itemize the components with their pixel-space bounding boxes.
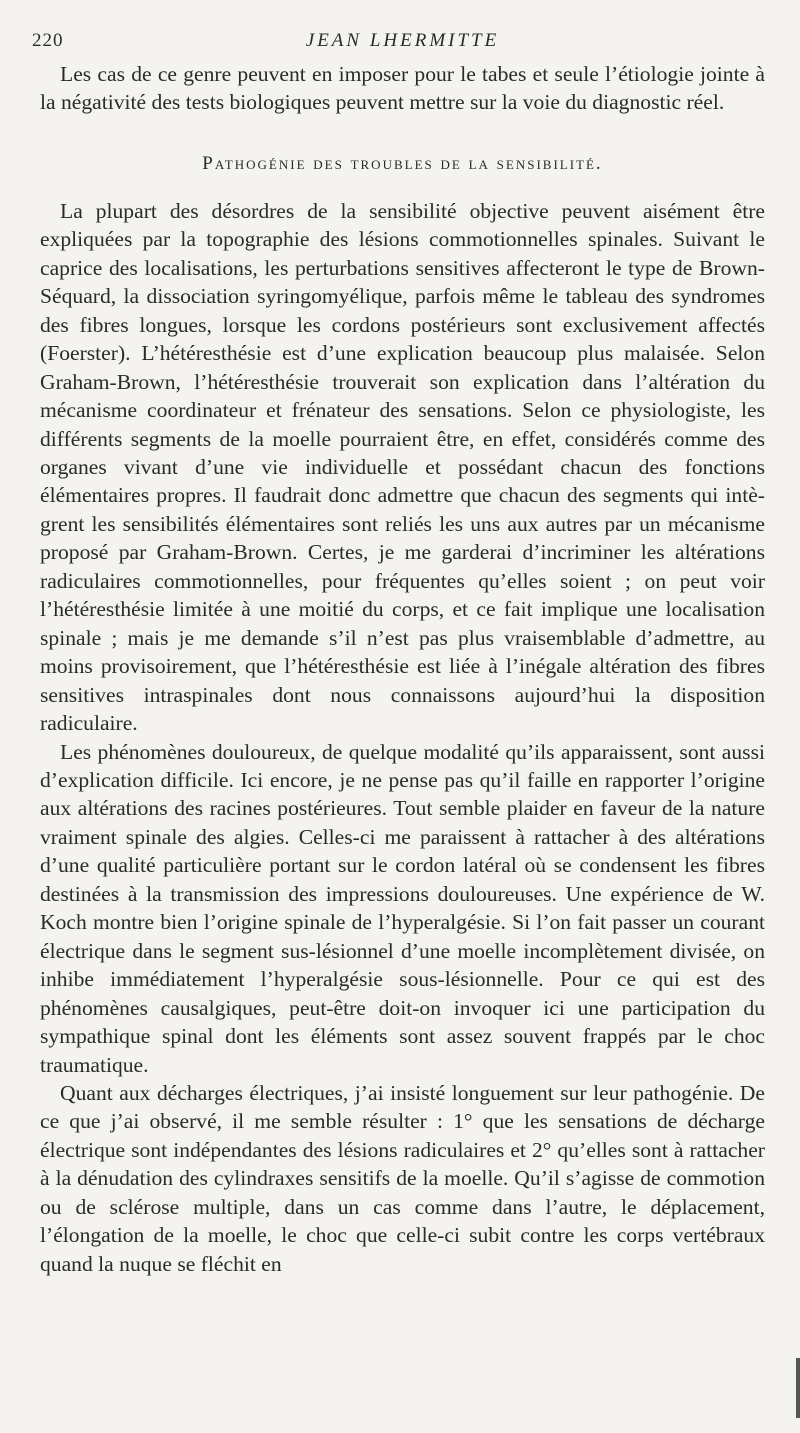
paragraph-intro: Les cas de ce genre peuvent en imposer pour le tabes et seule l’étiologie jointe à la négativité des tests biologiques peuvent mettre sur la voie du diagnostic réel. (40, 62, 765, 115)
paragraph-decharges: Quant aux décharges électriques, j’ai insisté longuement sur leur pathogénie. De ce que j’ai observé, il me semble résulter : 1° que les sensations de décharge électrique sont indépendantes des lésions radiculaires et 2° qu’elles sont à rattacher à la dénudation des cylindraxes sensitifs de la moelle. Qu’il s’agisse de commotion ou de sclérose multiple, dans un cas comme dans l’autre, le déplacement, l’élongation de la moelle, le choc que celle-ci subit contre les corps vertébraux quand la nuque se fléchit en (40, 1080, 765, 1276)
page-edge-mark (796, 1358, 800, 1418)
section-heading: Pathogénie des troubles de la sensibilité. (202, 152, 603, 174)
page-number: 220 (32, 30, 64, 51)
body-text (40, 60, 765, 1278)
paragraph-douleurs: Les phénomènes douloureux, de quelque modalité qu’ils apparaissent, sont aussi d’explication difficile. Ici encore, je ne pense pas qu’il faille en rapporter l’origine aux altérations des racines postérieures. Tout semble plaider en faveur de la nature vraiment spinale des algies. Celles-ci me paraissent à rattacher à des altérations d’une qualité particulière portant sur le cordon latéral où se condensent les fibres destinées à la transmission des impressions douloureuses. Une expérience de W. Koch montre bien l’origine spinale de l’hyperalgésie. Si l’on fait passer un courant électrique dans le segment sus-lésionnel d’une moelle incomplètement divisée, on inhibe immédiatement l’hyperalgésie sous-lésionnelle. Pour ce qui est des phénomènes causalgiques, peut-être doit-on invoquer ici une participation du sympathique spinal dont les éléments sont assez souvent frappés par le choc traumatique. (40, 739, 765, 1077)
paragraph-sensibilite: La plupart des désordres de la sensibilité objective peuvent aisément être expliquées par la topographie des lésions commotionnelles spinales. Suivant le caprice des localisations, les perturbations sensitives affecteront le type de Brown-Séquard, la dissociation syringomyélique, parfois même le tableau des syndromes des fibres longues, lorsque les cordons postérieurs sont exclusivement affectés (Foerster). L’hétéresthésie est d’une explication beaucoup plus malaisée. Selon Graham-Brown, l’hétéresthésie trouverait son explication dans l’altération du mécanisme coordinateur et frénateur des sensations. Selon ce physiologiste, les différents segments de la moelle pourraient être, en effet, considérés comme des organes vivant d’une vie individuelle et possédant chacun des fonctions élémentaires propres. Il faudrait donc admettre que chacun des segments qui intègrent les sensibilités élémentaires sont reliés les uns aux autres par un mécanisme proposé par Graham-Brown. Certes, je me garderai d’incriminer les altérations radiculaires commotionnelles, pour fréquentes qu’elles soient ; on peut voir l’hétéresthésie limitée à une moitié du corps, et ce fait implique une localisation spinale ; mais je me demande s’il n’est pas plus vraisemblable d’admettre, au moins provisoirement, que l’hétéresthésie est liée à l’inégale altération des fibres sensitives intraspinales dont nous connaissons aujourd’hui la disposition radiculaire. (40, 198, 765, 736)
page (32, 30, 765, 1278)
running-head (32, 30, 765, 60)
running-title: JEAN LHERMITTE (305, 30, 500, 51)
